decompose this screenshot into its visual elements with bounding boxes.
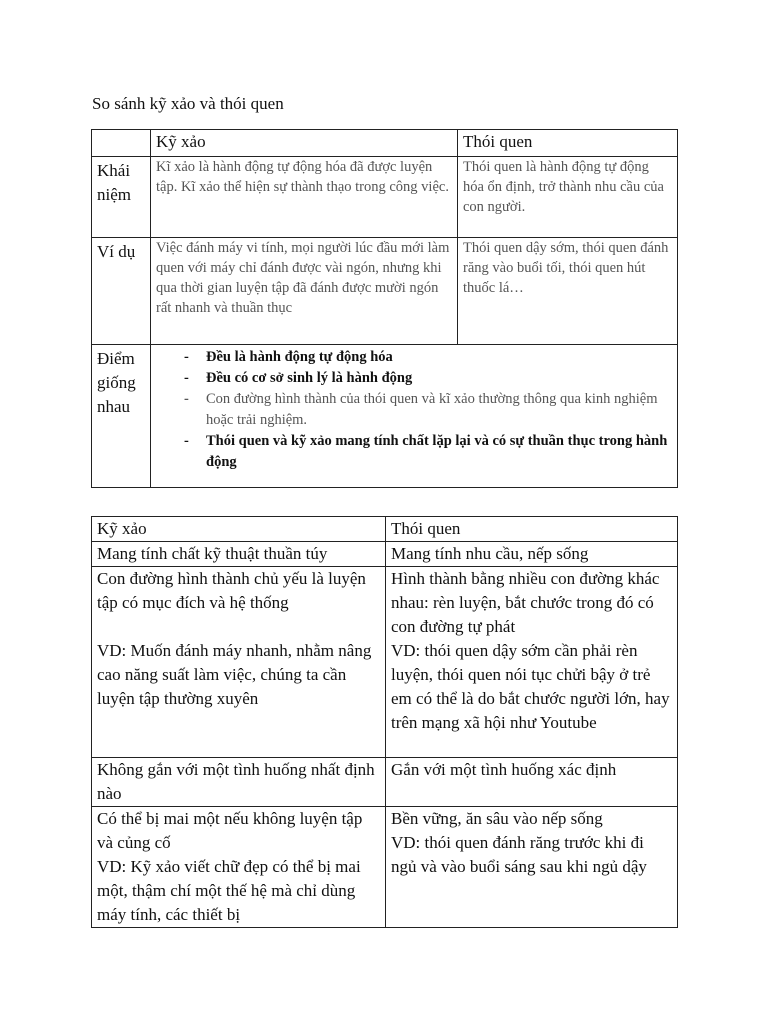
table-row [92, 567, 678, 758]
list-item: - Đều có cơ sở sinh lý là hành động [184, 368, 672, 389]
cell-text: Hình thành bằng nhiều con đường khác nhau: rèn luyện, bắt chước trong đó có con đường tự phát [391, 569, 660, 636]
header-ky-xao: Kỹ xảo [151, 130, 458, 157]
header-thoi-quen: Thói quen [458, 130, 678, 157]
comparison-table-2 [91, 516, 678, 928]
header-thoi-quen: Thói quen [386, 517, 678, 542]
table-row [92, 758, 678, 807]
similarity-list [156, 347, 672, 473]
list-item: - Con đường hình thành của thói quen và kĩ xảo thường thông qua kinh nghiệm hoặc trải nghiệm. [184, 389, 672, 431]
cell-text: Bền vững, ăn sâu vào nếp sống [391, 809, 603, 828]
vi-du-ky-xao: Việc đánh máy vi tính, mọi người lúc đầu mới làm quen với máy chỉ đánh được vài ngón, nhưng khi qua thời gian luyện tập đã đánh được mười ngón rất nhanh và thuần thục [151, 238, 458, 345]
header-empty-cell [92, 130, 151, 157]
cell-example: VD: thói quen đánh răng trước khi đi ngủ và vào buổi sáng sau khi ngủ dậy [391, 833, 647, 876]
khai-niem-ky-xao: Kĩ xảo là hành động tự động hóa đã được luyện tập. Kĩ xảo thể hiện sự thành thạo trong công việc. [151, 157, 458, 238]
cell-thoi-quen [386, 807, 678, 928]
cell-text: Có thể bị mai một nếu không luyện tập và củng cố [97, 809, 363, 852]
cell-ky-xao [92, 567, 386, 758]
table-row [92, 238, 678, 345]
cell-ky-xao: Mang tính chất kỹ thuật thuần túy [92, 542, 386, 567]
row-label-vi-du: Ví dụ [92, 238, 151, 345]
list-item: - Thói quen và kỹ xảo mang tính chất lặp lại và có sự thuần thục trong hành động [184, 431, 672, 473]
page-title: So sánh kỹ xảo và thói quen [92, 94, 284, 113]
row-label-khai-niem: Khái niệm [92, 157, 151, 238]
cell-thoi-quen: Mang tính nhu cầu, nếp sống [386, 542, 678, 567]
cell-thoi-quen [386, 567, 678, 758]
row-label-diem-giong: Điểm giống nhau [92, 345, 151, 488]
cell-ky-xao [92, 807, 386, 928]
cell-thoi-quen: Gắn với một tình huống xác định [386, 758, 678, 807]
cell-example: VD: thói quen dậy sớm cần phải rèn luyện, thói quen nói tục chửi bậy ở trẻ em có thể là do bắt chước người lớn, hay trên mạng xã hội như Youtube [391, 641, 670, 732]
vi-du-thoi-quen: Thói quen dậy sớm, thói quen đánh răng vào buổi tối, thói quen hút thuốc lá… [458, 238, 678, 345]
cell-example: VD: Kỹ xảo viết chữ đẹp có thể bị mai một, thậm chí một thế hệ mà chỉ dùng máy tính, các thiết bị [97, 857, 361, 924]
cell-example: VD: Muốn đánh máy nhanh, nhằm nâng cao năng suất làm việc, chúng ta cần luyện tập thường xuyên [97, 641, 372, 708]
diem-giong-cell [151, 345, 678, 488]
cell-ky-xao: Không gắn với một tình huống nhất định nào [92, 758, 386, 807]
table-row [92, 157, 678, 238]
cell-text: Con đường hình thành chủ yếu là luyện tập có mục đích và hệ thống [97, 569, 366, 612]
table-header-row [92, 130, 678, 157]
table-header-row [92, 517, 678, 542]
table-row [92, 807, 678, 928]
list-item: - Đều là hành động tự động hóa [184, 347, 672, 368]
khai-niem-thoi-quen: Thói quen là hành động tự động hóa ổn định, trở thành nhu cầu của con người. [458, 157, 678, 238]
table-row [92, 542, 678, 567]
header-ky-xao: Kỹ xảo [92, 517, 386, 542]
comparison-table-1 [91, 129, 678, 488]
table-row [92, 345, 678, 488]
